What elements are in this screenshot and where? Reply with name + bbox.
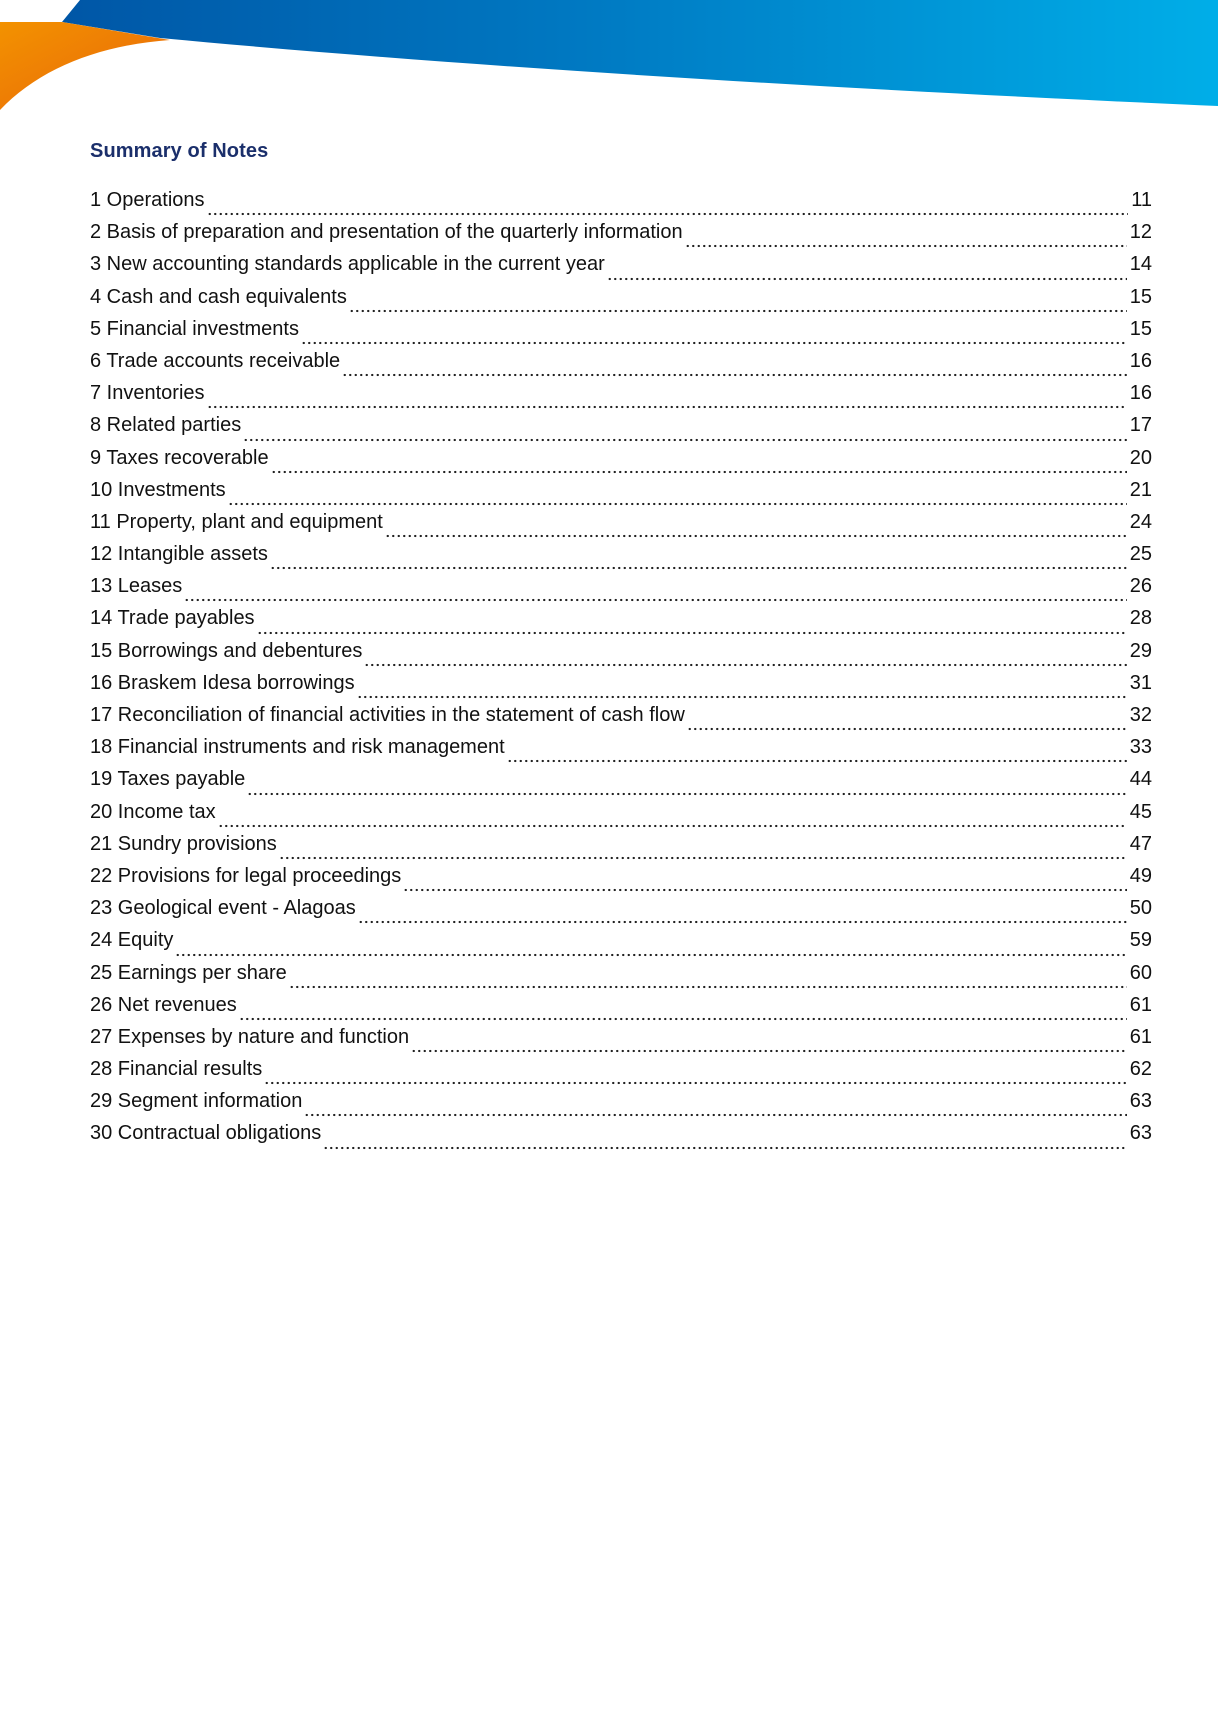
toc-entry[interactable]: [90, 349, 1152, 381]
toc-entry-page: 26: [1129, 575, 1152, 598]
toc-dot-leader: [301, 325, 1127, 345]
toc-dot-leader: [304, 1097, 1126, 1117]
toc-entry-label: 18 Financial instruments and risk management: [90, 736, 505, 759]
toc-entry[interactable]: [90, 896, 1152, 928]
toc-dot-leader: [323, 1130, 1126, 1150]
toc-entry[interactable]: [90, 478, 1152, 510]
toc-dot-leader: [687, 711, 1127, 731]
toc-entry[interactable]: [90, 639, 1152, 671]
toc-entry-page: 63: [1129, 1122, 1152, 1145]
toc-dot-leader: [207, 389, 1127, 409]
toc-entry-label: 14 Trade payables: [90, 607, 255, 630]
toc-entry-page: 25: [1129, 543, 1152, 566]
toc-entry[interactable]: [90, 252, 1152, 284]
toc-entry-label: 21 Sundry provisions: [90, 832, 277, 855]
table-of-contents: [90, 188, 1152, 1154]
toc-entry[interactable]: [90, 510, 1152, 542]
banner-blue-band: [62, 0, 1218, 106]
toc-dot-leader: [184, 582, 1126, 602]
toc-entry[interactable]: [90, 188, 1152, 220]
toc-entry-page: 61: [1129, 1025, 1152, 1048]
toc-dot-leader: [247, 776, 1126, 796]
toc-dot-leader: [207, 196, 1129, 216]
toc-entry-label: 30 Contractual obligations: [90, 1122, 322, 1145]
toc-entry-page: 60: [1129, 961, 1152, 984]
toc-entry-page: 21: [1129, 478, 1152, 501]
toc-dot-leader: [271, 454, 1127, 474]
toc-entry-label: 25 Earnings per share: [90, 961, 287, 984]
toc-entry[interactable]: [90, 928, 1152, 960]
toc-entry[interactable]: [90, 961, 1152, 993]
toc-entry-page: 14: [1129, 253, 1152, 276]
toc-entry[interactable]: [90, 1025, 1152, 1057]
toc-dot-leader: [257, 615, 1127, 635]
toc-entry-page: 16: [1129, 382, 1152, 405]
toc-entry-label: 23 Geological event - Alagoas: [90, 897, 356, 920]
toc-entry-label: 22 Provisions for legal proceedings: [90, 864, 402, 887]
toc-dot-leader: [685, 228, 1127, 248]
toc-entry-page: 12: [1129, 221, 1152, 244]
header-banner: [0, 0, 1218, 120]
toc-entry[interactable]: [90, 1057, 1152, 1089]
toc-entry[interactable]: [90, 832, 1152, 864]
toc-entry-label: 26 Net revenues: [90, 993, 237, 1016]
toc-entry[interactable]: [90, 220, 1152, 252]
toc-entry[interactable]: [90, 606, 1152, 638]
toc-dot-leader: [607, 261, 1127, 281]
toc-dot-leader: [279, 840, 1127, 860]
toc-entry-page: 15: [1129, 317, 1152, 340]
toc-entry[interactable]: [90, 800, 1152, 832]
toc-entry-page: 17: [1129, 414, 1152, 437]
toc-entry-page: 20: [1129, 446, 1152, 469]
toc-entry-label: 13 Leases: [90, 575, 183, 598]
toc-entry-page: 45: [1129, 800, 1152, 823]
toc-entry-label: 1 Operations: [90, 189, 205, 211]
toc-entry-label: 2 Basis of preparation and presentation of the quarterly information: [90, 221, 683, 244]
toc-entry[interactable]: [90, 993, 1152, 1025]
toc-entry-page: 29: [1129, 639, 1152, 662]
toc-entry-page: 15: [1129, 285, 1152, 308]
toc-entry-label: 3 New accounting standards applicable in the current year: [90, 253, 605, 276]
toc-entry-label: 6 Trade accounts receivable: [90, 349, 341, 372]
toc-entry[interactable]: [90, 671, 1152, 703]
toc-dot-leader: [364, 647, 1126, 667]
toc-entry[interactable]: [90, 413, 1152, 445]
toc-dot-leader: [357, 679, 1127, 699]
toc-dot-leader: [228, 486, 1127, 506]
toc-dot-leader: [239, 1001, 1127, 1021]
toc-dot-leader: [349, 293, 1127, 313]
toc-entry[interactable]: [90, 767, 1152, 799]
toc-dot-leader: [385, 518, 1127, 538]
toc-entry-label: 8 Related parties: [90, 414, 242, 437]
toc-dot-leader: [218, 808, 1127, 828]
toc-entry-label: 12 Intangible assets: [90, 543, 268, 566]
toc-entry-label: 27 Expenses by nature and function: [90, 1025, 410, 1048]
toc-entry[interactable]: [90, 574, 1152, 606]
toc-dot-leader: [175, 937, 1126, 957]
toc-entry[interactable]: [90, 542, 1152, 574]
toc-entry-label: 28 Financial results: [90, 1058, 263, 1081]
toc-entry[interactable]: [90, 1121, 1152, 1153]
toc-entry-page: 62: [1129, 1058, 1152, 1081]
toc-entry-label: 5 Financial investments: [90, 317, 299, 340]
toc-dot-leader: [289, 969, 1127, 989]
toc-entry-label: 10 Investments: [90, 478, 226, 501]
page-title: Summary of Notes: [90, 140, 269, 162]
toc-entry-label: 16 Braskem Idesa borrowings: [90, 671, 355, 694]
toc-entry-page: 59: [1129, 929, 1152, 952]
toc-entry-label: 24 Equity: [90, 929, 174, 952]
toc-entry-page: 24: [1129, 510, 1152, 533]
toc-entry-label: 15 Borrowings and debentures: [90, 639, 363, 662]
toc-entry-label: 20 Income tax: [90, 800, 216, 823]
toc-entry[interactable]: [90, 1089, 1152, 1121]
toc-entry-page: 61: [1129, 993, 1152, 1016]
toc-entry-label: 17 Reconciliation of financial activities in the statement of cash flow: [90, 704, 685, 726]
toc-entry-label: 4 Cash and cash equivalents: [90, 285, 347, 308]
toc-entry[interactable]: [90, 735, 1152, 767]
toc-entry-page: 16: [1129, 349, 1152, 372]
toc-entry-page: 50: [1129, 897, 1152, 920]
toc-dot-leader: [411, 1033, 1127, 1053]
toc-entry-page: 47: [1129, 832, 1152, 855]
toc-dot-leader: [403, 872, 1126, 892]
toc-entry[interactable]: [90, 285, 1152, 317]
toc-entry[interactable]: [90, 446, 1152, 478]
toc-entry[interactable]: [90, 864, 1152, 896]
toc-entry-label: 9 Taxes recoverable: [90, 446, 269, 469]
toc-entry-page: 31: [1129, 671, 1152, 694]
toc-entry-page: 33: [1129, 736, 1152, 759]
toc-entry-page: 28: [1129, 607, 1152, 630]
toc-dot-leader: [342, 357, 1127, 377]
toc-entry[interactable]: [90, 381, 1152, 413]
toc-dot-leader: [358, 904, 1127, 924]
toc-entry[interactable]: [90, 703, 1152, 735]
toc-dot-leader: [243, 422, 1127, 442]
toc-dot-leader: [264, 1065, 1126, 1085]
toc-entry-page: 44: [1129, 768, 1152, 791]
toc-entry[interactable]: [90, 317, 1152, 349]
toc-entry-label: 11 Property, plant and equipment: [90, 510, 383, 533]
toc-entry-page: 63: [1129, 1090, 1152, 1113]
toc-dot-leader: [507, 743, 1127, 763]
toc-entry-label: 7 Inventories: [90, 382, 205, 405]
toc-entry-label: 29 Segment information: [90, 1090, 303, 1113]
toc-dot-leader: [270, 550, 1127, 570]
toc-entry-page: 49: [1129, 864, 1152, 887]
toc-entry-page: 32: [1129, 704, 1152, 726]
toc-entry-label: 19 Taxes payable: [90, 768, 246, 791]
toc-entry-page: 11: [1131, 189, 1152, 211]
